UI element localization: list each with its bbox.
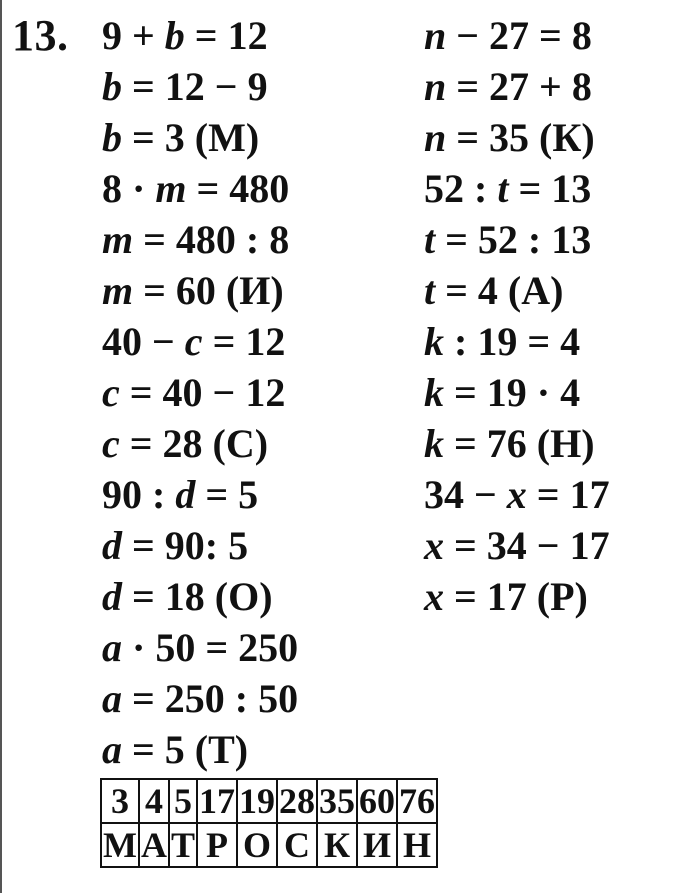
equation-block (424, 316, 610, 469)
equation-line (102, 214, 298, 265)
variable: t (497, 166, 509, 211)
equation-text: = 40 − 12 (119, 370, 286, 415)
equation-text: = 60 (И) (133, 268, 284, 313)
equation-block (424, 10, 610, 163)
variable: k (424, 319, 444, 364)
equation-line (102, 724, 298, 775)
variable: m (102, 268, 134, 313)
answer-letter-cell: М (103, 825, 137, 865)
variable: d (102, 574, 122, 619)
equation-text: = 12 − 9 (122, 64, 268, 109)
equation-text: 40 − (102, 319, 185, 364)
variable: c (184, 319, 203, 364)
equation-text: : 19 = 4 (444, 319, 581, 364)
page-edge-line (0, 0, 2, 893)
equation-text: = 76 (Н) (444, 421, 595, 466)
equation-line (102, 265, 298, 316)
variable: t (424, 268, 436, 313)
equation-text: = 3 (М) (122, 115, 260, 160)
equation-text: = 250 : 50 (122, 676, 299, 721)
equation-text: = 5 (195, 472, 259, 517)
answer-number-cell: 60 (359, 781, 395, 821)
variable: b (102, 64, 122, 109)
equation-block (102, 622, 298, 775)
variable: x (424, 523, 444, 568)
equation-text: = 480 : 8 (133, 217, 290, 262)
equation-text: 8 · (102, 166, 156, 211)
answer-letter-cell: Т (170, 825, 195, 865)
answer-letter-cell: К (317, 823, 357, 867)
equation-line (102, 469, 298, 520)
equation-text: = 13 (508, 166, 592, 211)
equation-text: 9 + (102, 13, 165, 58)
equation-block (102, 316, 298, 469)
equation-line (424, 571, 610, 622)
equation-line (102, 367, 298, 418)
answer-letter-cell: Н (397, 823, 437, 867)
equation-line (424, 61, 610, 112)
answer-number-cell: 28 (279, 781, 315, 821)
equation-text: = 35 (К) (446, 115, 595, 160)
equation-line (102, 61, 298, 112)
equation-text: = 28 (С) (119, 421, 269, 466)
variable: a (102, 625, 122, 670)
variable: n (424, 115, 447, 160)
equation-line (102, 622, 298, 673)
equation-line (424, 520, 610, 571)
answer-table-letters-row (101, 823, 437, 867)
equation-text: = 17 (526, 472, 610, 517)
equation-text: = 18 (О) (122, 574, 273, 619)
variable: m (102, 217, 134, 262)
equation-block (102, 10, 298, 163)
equation-text: 34 − (424, 472, 507, 517)
answer-number-cell: 19 (239, 781, 275, 821)
equation-text: = 90: 5 (122, 523, 249, 568)
variable: m (155, 166, 187, 211)
answer-number-cell: 3 (101, 779, 139, 823)
variable: d (175, 472, 196, 517)
equation-line (424, 367, 610, 418)
equation-text: 90 : (102, 472, 176, 517)
equation-line (424, 10, 610, 61)
answer-table-numbers-row (101, 779, 437, 823)
equation-line (102, 520, 298, 571)
equation-text: = 12 (202, 319, 286, 364)
equation-text: = 12 (184, 13, 268, 58)
equation-line (424, 265, 610, 316)
equation-text: = 34 − 17 (444, 523, 610, 568)
answer-number-cell: 35 (319, 781, 355, 821)
equation-line (424, 163, 610, 214)
answer-number-cell: 4 (139, 779, 169, 823)
equation-line (102, 316, 298, 367)
variable: b (102, 115, 122, 160)
equation-text: = 17 (Р) (444, 574, 588, 619)
task-number: 13. (12, 11, 69, 60)
answer-letter-cell: С (277, 823, 317, 867)
answer-number-cell: 76 (399, 781, 435, 821)
variable: b (164, 13, 185, 58)
answer-letter-cell: О (237, 823, 277, 867)
equation-line (102, 112, 298, 163)
equation-line (102, 571, 298, 622)
variable: k (424, 421, 444, 466)
answer-number-cell: 5 (169, 779, 197, 823)
answer-table (100, 778, 438, 868)
equation-block (424, 469, 610, 622)
variable: t (424, 217, 436, 262)
variable: n (424, 64, 447, 109)
equation-line (424, 469, 610, 520)
equation-line (424, 316, 610, 367)
equation-line (102, 418, 298, 469)
equation-text: = 5 (Т) (122, 727, 249, 772)
answer-letter-cell: И (357, 823, 397, 867)
right-equations-column (424, 10, 610, 622)
equation-text: = 52 : 13 (435, 217, 592, 262)
variable: k (424, 370, 444, 415)
left-equations-column (102, 10, 298, 775)
equation-text: = 4 (А) (435, 268, 564, 313)
variable: a (102, 727, 122, 772)
equation-text: = 19 · 4 (444, 370, 581, 415)
variable: c (102, 421, 120, 466)
equation-text: = 27 + 8 (446, 64, 592, 109)
variable: a (102, 676, 122, 721)
equation-text: − 27 = 8 (446, 13, 592, 58)
answer-letter-cell: Р (197, 823, 237, 867)
equation-line (424, 418, 610, 469)
equation-block (102, 163, 298, 316)
equation-block (424, 163, 610, 316)
answer-letter-cell: А (140, 825, 167, 865)
variable: n (424, 13, 447, 58)
equation-line (102, 673, 298, 724)
variable: c (102, 370, 120, 415)
variable: x (506, 472, 527, 517)
equation-line (424, 112, 610, 163)
variable: d (102, 523, 122, 568)
answer-number-cell: 17 (199, 781, 235, 821)
equation-line (102, 10, 298, 61)
equation-line (102, 163, 298, 214)
equation-text: = 480 (186, 166, 290, 211)
variable: x (424, 574, 444, 619)
equation-text: · 50 = 250 (122, 625, 299, 670)
equation-block (102, 469, 298, 622)
equation-line (424, 214, 610, 265)
equation-text: 52 : (424, 166, 498, 211)
